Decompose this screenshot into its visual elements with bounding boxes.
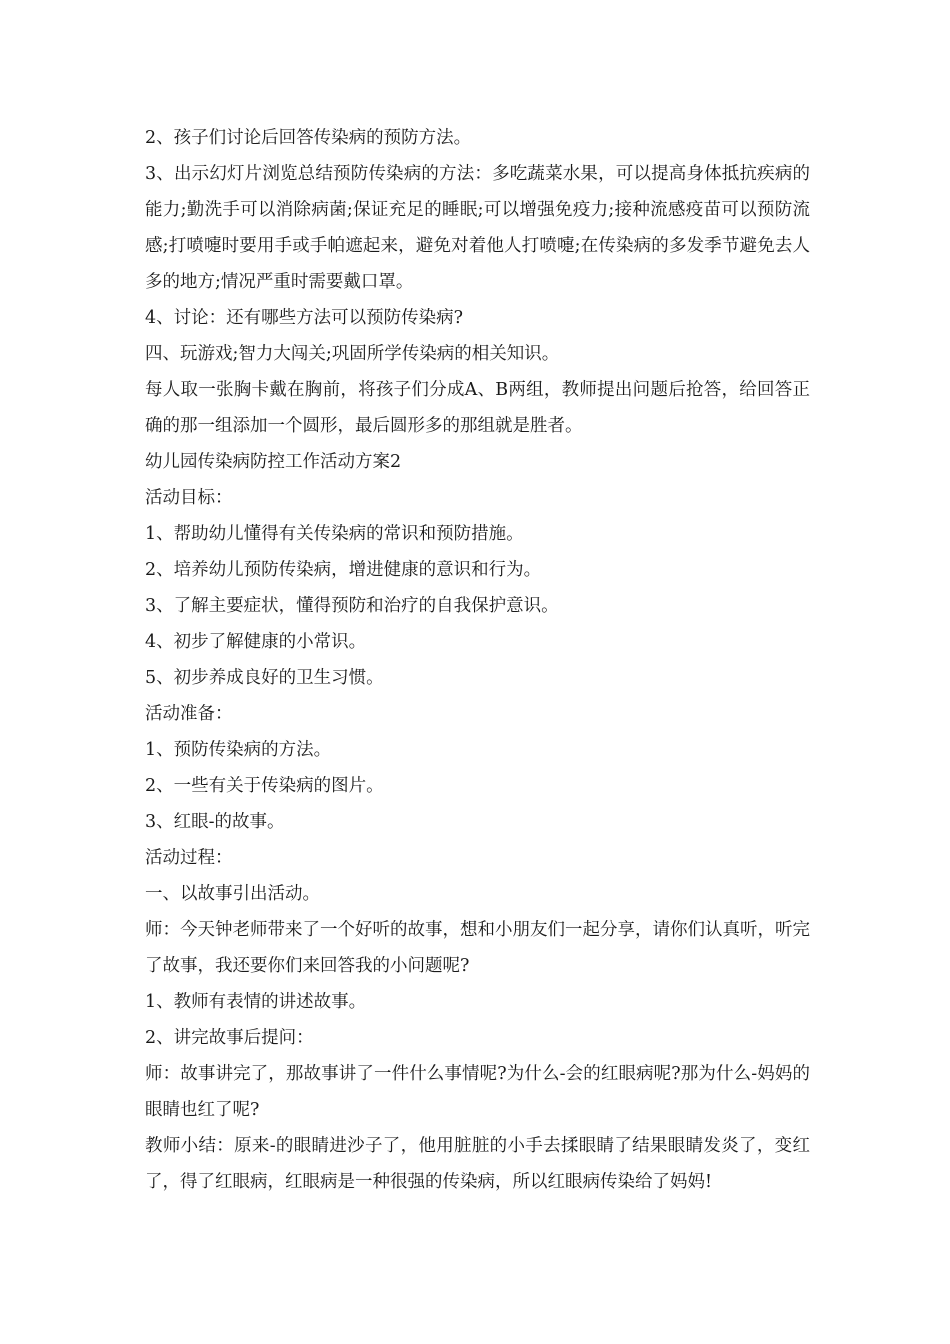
section-title-plan-2: 幼儿园传染病防控工作活动方案2 [145, 452, 402, 472]
heading-activity-preparation: 活动准备： [145, 704, 233, 724]
heading-activity-goals: 活动目标： [145, 488, 233, 508]
document-body [145, 120, 810, 1200]
paragraph-discussion: 4、讨论：还有哪些方法可以预防传染病? [145, 308, 464, 328]
process-step: 2、讲完故事后提问： [145, 1028, 314, 1048]
teacher-summary: 教师小结：原来-的眼睛进沙子了，他用脏脏的小手去揉眼睛了结果眼睛发炎了，变红了，得了红眼病，红眼病是一种很强的传染病，所以红眼病传染给了妈妈! [145, 1136, 810, 1192]
paragraph-slideshow-summary: 3、出示幻灯片浏览总结预防传染病的方法：多吃蔬菜水果，可以提高身体抵抗疾病的能力;勤洗手可以消除病菌;保证充足的睡眠;可以增强免疫力;接种流感疫苗可以预防流感;打喷嚏时要用手或手帕遮起来，避免对着他人打喷嚏;在传染病的多发季节避免去人多的地方;情况严重时需要戴口罩。 [145, 164, 810, 292]
process-step: 1、教师有表情的讲述故事。 [145, 992, 367, 1012]
teacher-speech: 师：故事讲完了，那故事讲了一件什么事情呢?为什么-会的红眼病呢?那为什么-妈妈的眼睛也红了呢? [145, 1064, 810, 1120]
process-step: 一、以故事引出活动。 [145, 884, 320, 904]
paragraph-prevention-answer: 2、孩子们讨论后回答传染病的预防方法。 [145, 128, 472, 148]
paragraph-game-rules: 每人取一张胸卡戴在胸前，将孩子们分成A、B两组，教师提出问题后抢答，给回答正确的那一组添加一个圆形，最后圆形多的那组就是胜者。 [145, 380, 810, 436]
heading-activity-process: 活动过程： [145, 848, 233, 868]
goal-item: 1、帮助幼儿懂得有关传染病的常识和预防措施。 [145, 524, 524, 544]
preparation-item: 3、红眼-的故事。 [145, 812, 285, 832]
goal-item: 3、了解主要症状，懂得预防和治疗的自我保护意识。 [145, 596, 559, 616]
goal-item: 4、初步了解健康的小常识。 [145, 632, 367, 652]
preparation-item: 2、一些有关于传染病的图片。 [145, 776, 384, 796]
goal-item: 2、培养幼儿预防传染病，增进健康的意识和行为。 [145, 560, 542, 580]
paragraph-game: 四、玩游戏;智力大闯关;巩固所学传染病的相关知识。 [145, 344, 560, 364]
goal-item: 5、初步养成良好的卫生习惯。 [145, 668, 384, 688]
teacher-speech: 师：今天钟老师带来了一个好听的故事，想和小朋友们一起分享，请你们认真听，听完了故事，我还要你们来回答我的小问题呢? [145, 920, 810, 976]
preparation-item: 1、预防传染病的方法。 [145, 740, 332, 760]
